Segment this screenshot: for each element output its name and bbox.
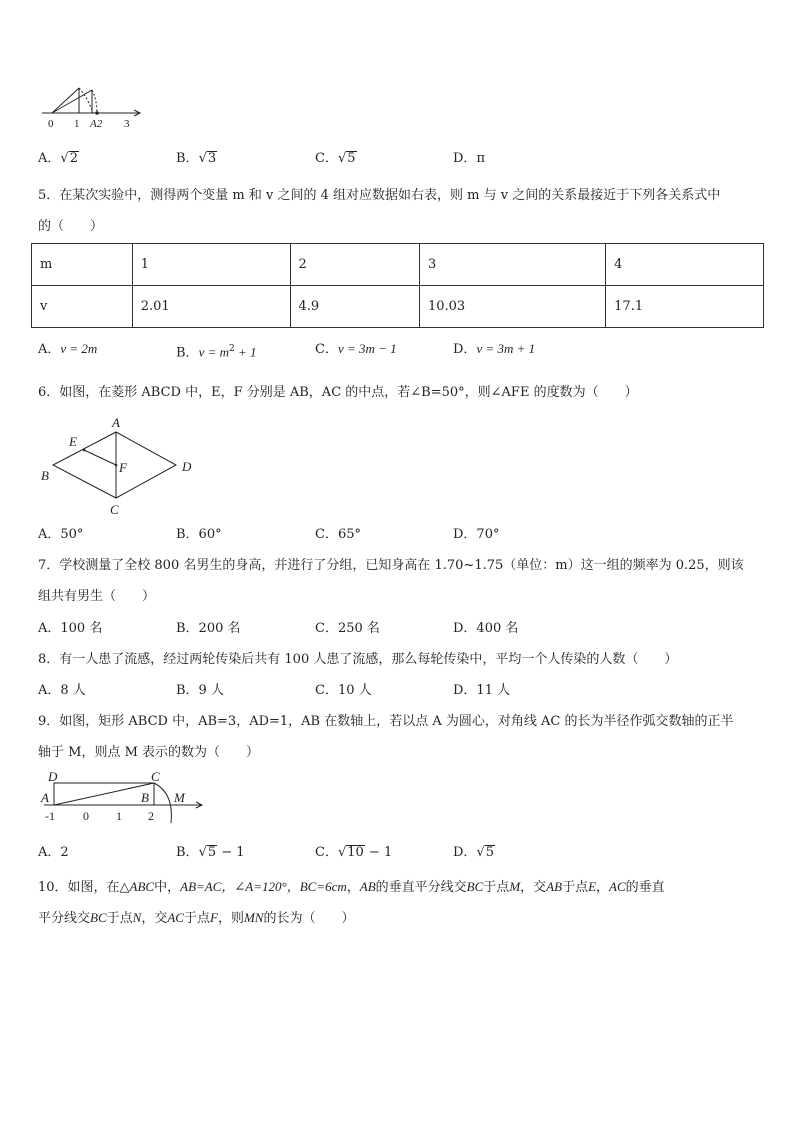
table-cell: m — [32, 244, 133, 286]
q6-label-d: D — [182, 459, 192, 474]
q6-option-b[interactable]: B．60° — [176, 527, 222, 542]
table-row — [32, 244, 764, 286]
q5-option-a[interactable]: A．v = 2m — [38, 341, 98, 357]
table-cell: 4 — [606, 244, 764, 286]
q6-label-e: E — [69, 434, 77, 449]
q9-tick-1: 1 — [116, 809, 122, 823]
q6-question-line-1: 6．如图，在菱形 ABCD 中，E，F 分别是 AB，AC 的中点，若∠B=50°，则∠AFE 的度数为（ ） — [38, 385, 638, 400]
q6-label-f: F — [119, 460, 127, 475]
q10-question-line-1: 10．如图，在△ABC中，AB=AC，∠A=120°，BC=6cm，AB的垂直平分线交BC于点M，交AB于点E，AC的垂直 — [38, 879, 665, 895]
q9-option-c[interactable]: C．√10 − 1 — [315, 845, 393, 860]
sqrt-icon: √ — [337, 151, 347, 166]
q8-option-b[interactable]: B．9 人 — [176, 683, 224, 698]
q5-option-d[interactable]: D．v = 3m + 1 — [453, 341, 536, 357]
q4-option-a[interactable]: A．√2 — [38, 151, 78, 166]
q9-question-line-1: 9．如图，矩形 ABCD 中，AB=3，AD=1，AB 在数轴上，若以点 A 为圆心，对角线 AC 的长为半径作弧交数轴的正半 — [38, 714, 734, 729]
q9-label-b: B — [141, 790, 149, 805]
table-cell: 3 — [419, 244, 605, 286]
q4-tick-3: 3 — [124, 118, 130, 130]
q4-option-b[interactable]: B．√3 — [176, 151, 217, 166]
sqrt-icon: √ — [198, 845, 207, 860]
q6-label-c: C — [110, 502, 119, 517]
q6-option-c[interactable]: C．65° — [315, 527, 361, 542]
q5-question-line-1: 5．在某次实验中，测得两个变量 m 和 v 之间的 4 组对应数据如右表，则 m 与 v 之间的关系最接近于下列各关系式中 — [38, 188, 721, 203]
q9-tick-2: 2 — [148, 809, 154, 823]
q10-question-line-2: 平分线交BC于点N，交AC于点F，则MN的长为（ ） — [38, 910, 355, 926]
table-row — [32, 286, 764, 328]
q6-option-a[interactable]: A．50° — [38, 527, 84, 542]
table-cell: 17.1 — [606, 286, 764, 328]
q9-label-d: D — [48, 769, 58, 784]
q7-option-a[interactable]: A．100 名 — [38, 621, 103, 636]
q7-option-c[interactable]: C．250 名 — [315, 621, 380, 636]
table-cell: v — [32, 286, 133, 328]
table-cell: 10.03 — [419, 286, 605, 328]
q5-data-table — [31, 243, 764, 328]
q9-question-line-2: 轴于 M，则点 M 表示的数为（ ） — [38, 745, 260, 760]
q7-question-line-2: 组共有男生（ ） — [38, 589, 156, 604]
q9-option-a[interactable]: A．2 — [38, 845, 69, 860]
q7-question-line-1: 7．学校测量了全校 800 名男生的身高，并进行了分组，已知身高在 1.70~1.75（单位：m）这一组的频率为 0.25，则该 — [38, 558, 744, 573]
q9-tick-neg1: -1 — [45, 809, 55, 823]
table-cell: 1 — [132, 244, 290, 286]
q9-option-b[interactable]: B．√5 − 1 — [176, 845, 245, 860]
q9-label-a: A — [41, 790, 49, 805]
q4-option-d[interactable]: D．π — [453, 151, 485, 166]
q7-option-d[interactable]: D．400 名 — [453, 621, 519, 636]
sqrt-icon: √ — [337, 845, 347, 860]
q8-option-c[interactable]: C．10 人 — [315, 683, 372, 698]
q9-option-d[interactable]: D．√5 — [453, 845, 495, 860]
q7-option-b[interactable]: B．200 名 — [176, 621, 241, 636]
table-cell: 2 — [290, 244, 419, 286]
sqrt-icon: √ — [60, 151, 69, 166]
q6-label-a: A — [112, 415, 120, 430]
table-cell: 2.01 — [132, 286, 290, 328]
sqrt-icon: √ — [198, 151, 207, 166]
q6-label-b: B — [41, 468, 49, 483]
q5-option-c[interactable]: C．v = 3m − 1 — [315, 341, 397, 357]
q4-tick-0: 0 — [48, 118, 54, 130]
q4-number-line-figure — [36, 84, 151, 132]
q9-rectangle-numberline-figure — [36, 768, 206, 826]
q8-question-line-1: 8．有一人患了流感，经过两轮传染后共有 100 人患了流感，那么每轮传染中，平均一个人传染的人数（ ） — [38, 652, 678, 667]
q4-tick-a2: A2 — [90, 118, 103, 130]
q6-rhombus-figure — [36, 414, 201, 518]
q9-label-c: C — [151, 769, 160, 784]
q5-option-b[interactable]: B．$v = m^2 + 1$ — [176, 344, 257, 361]
sqrt-icon: √ — [476, 845, 485, 860]
q8-option-a[interactable]: A．8 人 — [38, 683, 86, 698]
table-cell: 4.9 — [290, 286, 419, 328]
q9-tick-0: 0 — [83, 809, 89, 823]
q8-option-d[interactable]: D．11 人 — [453, 683, 511, 698]
q9-label-m: M — [174, 790, 185, 805]
q4-option-c[interactable]: C．√5 — [315, 151, 356, 166]
q5-question-line-2: 的（ ） — [38, 219, 104, 234]
q4-tick-1: 1 — [74, 118, 80, 130]
q6-option-d[interactable]: D．70° — [453, 527, 500, 542]
